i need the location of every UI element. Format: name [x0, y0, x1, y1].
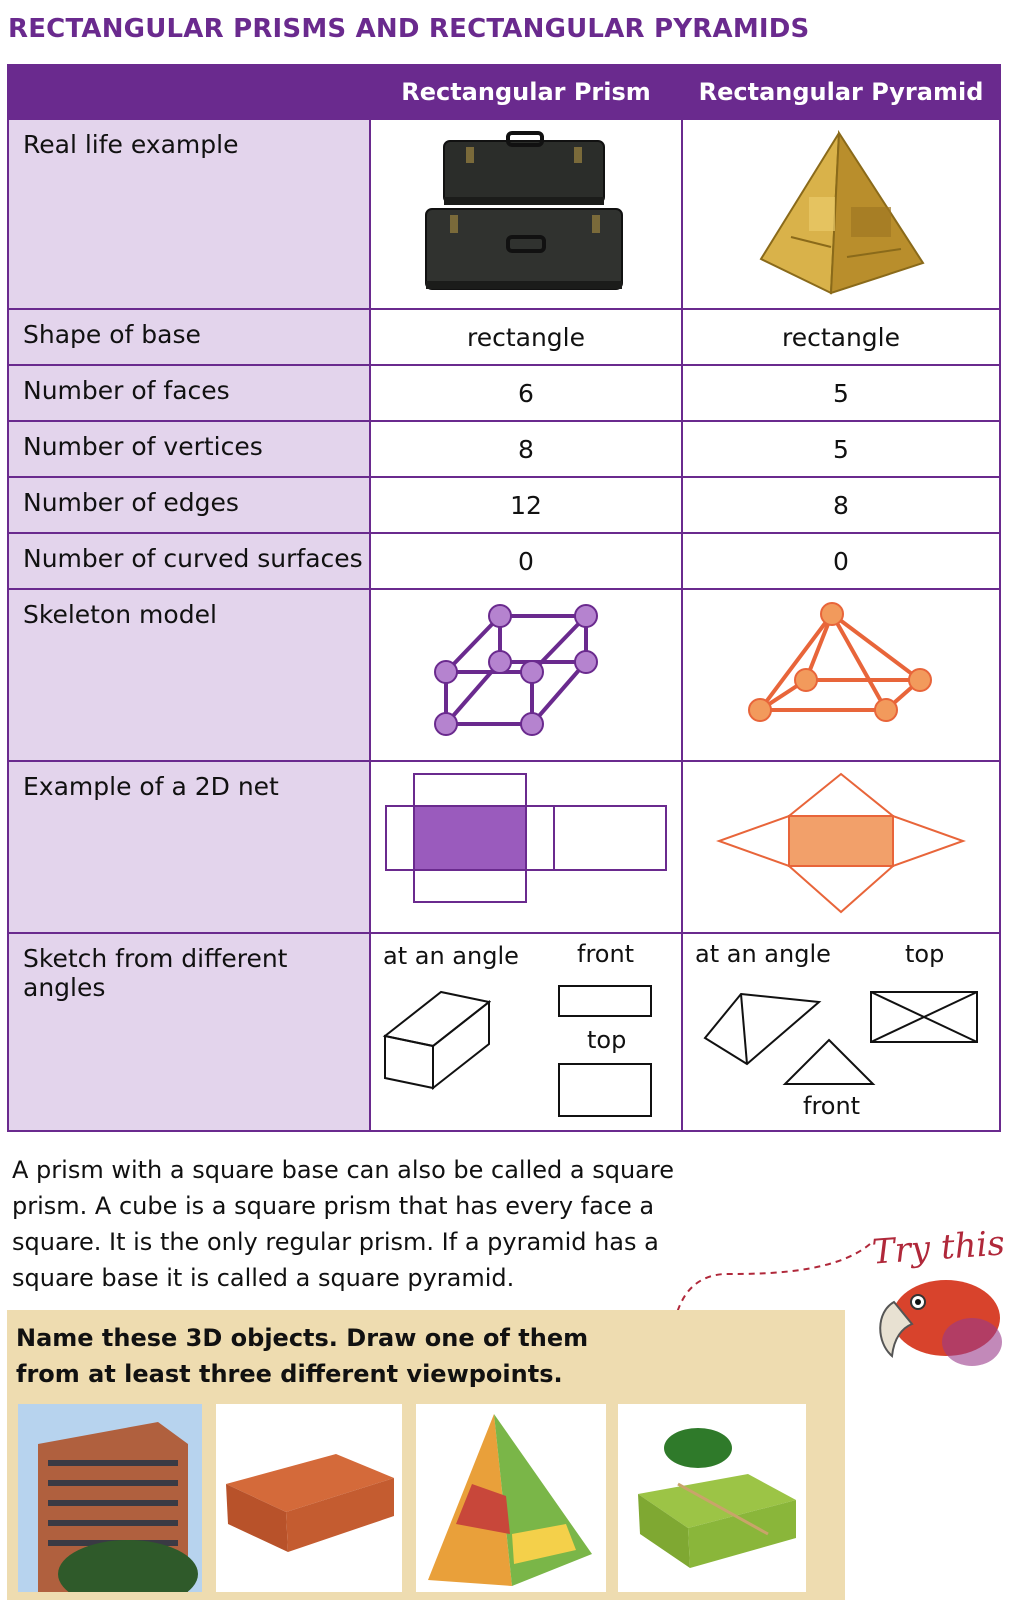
- brick-photo: [216, 1404, 402, 1592]
- prism-value: 6: [370, 365, 682, 421]
- prism-net: [370, 761, 682, 933]
- pyramid-net-icon: [711, 770, 971, 920]
- prism-angle-label: at an angle: [383, 942, 519, 970]
- row-label: Number of curved surfaces: [8, 533, 370, 589]
- pyramid-icon: [751, 127, 931, 297]
- pyramid-sketches: [682, 933, 1000, 1131]
- table-row: [8, 309, 1000, 365]
- table-row: [8, 421, 1000, 477]
- soap-bar-photo: [618, 1404, 806, 1592]
- pyramid-angle-label: at an angle: [695, 940, 831, 968]
- pyramid-value: 5: [682, 365, 1000, 421]
- row-label: Number of vertices: [8, 421, 370, 477]
- parrot-icon: [872, 1272, 1002, 1382]
- pyramid-top-label: top: [905, 940, 945, 968]
- row-label: Real life example: [8, 119, 370, 309]
- header-prism: Rectangular Prism: [370, 65, 682, 119]
- prism-value: 8: [370, 421, 682, 477]
- table-row: [8, 761, 1000, 933]
- prism-front-label: front: [577, 940, 635, 968]
- header-pyramid: Rectangular Pyramid: [682, 65, 1000, 119]
- suitcases-photo: [370, 119, 682, 309]
- row-label: Example of a 2D net: [8, 761, 370, 933]
- pyramid-skeleton-icon: [736, 598, 946, 748]
- pyramid-front-sketch: [781, 1036, 877, 1088]
- gold-pyramid-photo: [682, 119, 1000, 309]
- row-label: Number of faces: [8, 365, 370, 421]
- prism-skeleton: [370, 589, 682, 761]
- task-text: Name these 3D objects. Draw one of them from at least three different viewpoints.: [16, 1324, 589, 1388]
- row-label: Sketch from different angles: [8, 933, 370, 1131]
- prism-top-label: top: [587, 1026, 627, 1054]
- pyramid-front-label: front: [803, 1092, 861, 1120]
- explanation-paragraph: A prism with a square base can also be called a square prism. A cube is a square prism that has every face a square. It is the only regular prism. If a pyramid has a square base it is called a square pyramid.: [12, 1156, 674, 1292]
- prism-skeleton-icon: [426, 598, 626, 748]
- row-label: Skeleton model: [8, 589, 370, 761]
- prism-angle-sketch: [381, 986, 491, 1094]
- prism-top-sketch: [557, 1062, 653, 1120]
- table-row: [8, 365, 1000, 421]
- food-pyramid-photo: [416, 1404, 606, 1592]
- try-this-label: Try this: [870, 1223, 1007, 1273]
- row-label: Number of edges: [8, 477, 370, 533]
- pyramid-value: rectangle: [682, 309, 1000, 365]
- table-row: [8, 589, 1000, 761]
- prism-front-sketch: [557, 984, 653, 1020]
- prism-value: rectangle: [370, 309, 682, 365]
- suitcase-icon: [416, 127, 636, 297]
- pyramid-net: [682, 761, 1000, 933]
- table-header-row: [8, 65, 1000, 119]
- office-building-photo: [18, 1404, 202, 1592]
- header-blank: [8, 65, 370, 119]
- comparison-table: [7, 64, 1001, 1132]
- table-row: [8, 933, 1000, 1131]
- pyramid-value: 0: [682, 533, 1000, 589]
- prism-value: 12: [370, 477, 682, 533]
- pyramid-value: 5: [682, 421, 1000, 477]
- pyramid-skeleton: [682, 589, 1000, 761]
- prism-sketches: [370, 933, 682, 1131]
- pyramid-value: 8: [682, 477, 1000, 533]
- table-row: [8, 533, 1000, 589]
- page-title: RECTANGULAR PRISMS AND RECTANGULAR PYRAMIDS: [8, 14, 810, 44]
- prism-net-icon: [378, 770, 674, 920]
- row-label: Shape of base: [8, 309, 370, 365]
- prism-value: 0: [370, 533, 682, 589]
- table-row: [8, 119, 1000, 309]
- table-row: [8, 477, 1000, 533]
- pyramid-top-sketch: [869, 990, 981, 1046]
